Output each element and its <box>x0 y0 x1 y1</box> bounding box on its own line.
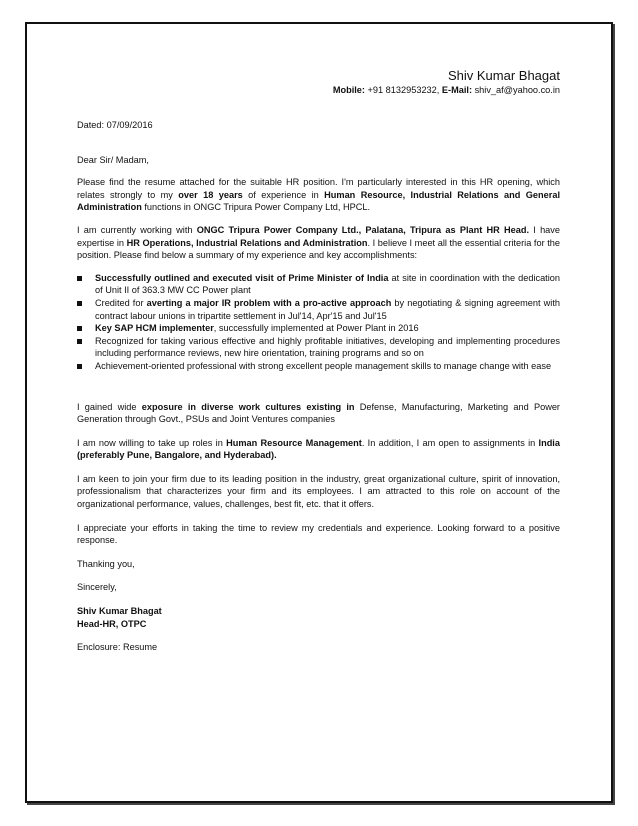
accomplishment-bold: Successfully outlined and executed visit of Prime Minister of India <box>95 272 389 283</box>
enclosure-line: Enclosure: Resume <box>77 642 158 653</box>
list-item <box>77 272 560 297</box>
relocation-text-1: I am now willing to take up roles in <box>77 437 227 448</box>
email-value: shiv_af@yahoo.co.in <box>472 85 560 95</box>
intro-text-1: Please find the resume attached for the suitable HR position. I'm particularly interested in this HR opening, which relates strongly to my <box>77 177 560 200</box>
intro-text-2: of experience in <box>242 189 325 200</box>
accomplishment-bold: Key SAP HCM implementer <box>95 323 214 334</box>
square-bullet-icon <box>77 326 82 331</box>
exposure-bold-1: exposure in diverse work cultures existing in <box>141 401 355 412</box>
thanking-line: Thanking you, <box>77 558 135 569</box>
signature-name: Shiv Kumar Bhagat <box>77 606 162 617</box>
intro-bold-1: over 18 years <box>178 189 243 200</box>
intro-bold-2: Human Resource, Industrial Relations and General Administration <box>77 189 561 213</box>
signature-title: Head-HR, OTPC <box>77 618 147 629</box>
role-text-2: I have expertise in <box>77 224 560 248</box>
list-item <box>77 335 560 360</box>
accomplishments-list <box>77 272 560 373</box>
accomplishment-text: Recognized for taking various effective and highly profitable initiatives, developing and implementing procedures including performance reviews, new hire orientation, training programs and so on <box>95 335 560 359</box>
exposure-paragraph <box>77 401 560 426</box>
role-text-3: . I believe I meet all the essential criteria for the position. Please find below a summary of my experience and key accomplishments: <box>77 237 560 261</box>
closing-paragraph: I appreciate your efforts in taking the time to review my credentials and experience. Looking forward to a positive response. <box>77 522 560 546</box>
salutation: Dear Sir/ Madam, <box>77 154 149 165</box>
list-item <box>77 360 560 373</box>
relocation-bold-1: Human Resource Management <box>226 437 362 448</box>
cover-letter <box>77 68 560 654</box>
role-bold-2: HR Operations, Industrial Relations and Administration <box>126 237 368 248</box>
square-bullet-icon <box>77 364 82 369</box>
accomplishment-text: by negotiating & signing agreement with contract labour unions in tripartite settlement in Jul'14, Apr'15 and Jul'15 <box>95 297 561 321</box>
relocation-text-2: . In addition, I am open to assignments in <box>361 437 539 448</box>
accomplishment-text: , successfully implemented at Power Plant in 2016 <box>213 323 419 334</box>
current-role-paragraph <box>77 224 560 262</box>
relocation-bold-2: India (preferably Pune, Bangalore, and Hyderabad). <box>77 437 560 461</box>
square-bullet-icon <box>77 339 82 344</box>
list-item <box>77 322 560 335</box>
accomplishment-text: at site in coordination with the dedication of Unit II of 363.3 MW CC Power plant <box>95 272 560 296</box>
letter-date: Dated: 07/09/2016 <box>77 120 153 130</box>
intro-text-3: functions in ONGC Tripura Power Company Ltd, HPCL. <box>141 202 371 213</box>
accomplishment-bold: averting a major IR problem with a pro-active approach <box>146 297 392 308</box>
intro-paragraph <box>77 176 560 214</box>
accomplishment-text-lead: Credited for <box>95 297 147 308</box>
role-text-1: I am currently working with <box>77 224 197 235</box>
relocation-paragraph <box>77 437 560 462</box>
sender-contact <box>77 84 560 96</box>
email-label: E-Mail: <box>441 85 473 95</box>
square-bullet-icon <box>77 276 82 281</box>
exposure-text-1: I gained wide <box>77 401 142 412</box>
role-bold-1: ONGC Tripura Power Company Ltd., Palatana, Tripura as Plant HR Head. <box>196 224 530 235</box>
mobile-label: Mobile: <box>332 85 365 95</box>
square-bullet-icon <box>77 301 82 306</box>
sender-name: Shiv Kumar Bhagat <box>447 68 560 83</box>
sign-off: Sincerely, <box>77 582 117 593</box>
exposure-text-2: Defense, Manufacturing, Marketing and Power Generation through Govt., PSUs and Joint Ventures companies <box>77 401 560 425</box>
accomplishment-text: Achievement-oriented professional with strong excellent people management skills to manage change with ease <box>95 360 552 371</box>
list-item <box>77 297 560 322</box>
motivation-paragraph: I am keen to join your firm due to its leading position in the industry, great organizational culture, spirit of innovation, professionalism that characterizes your firm and its employees. I am attracted to this role on account of the organizational performance, values, challenges, best fit, etc. that it offers. <box>77 473 560 510</box>
mobile-value: +91 8132953232, <box>364 85 442 95</box>
